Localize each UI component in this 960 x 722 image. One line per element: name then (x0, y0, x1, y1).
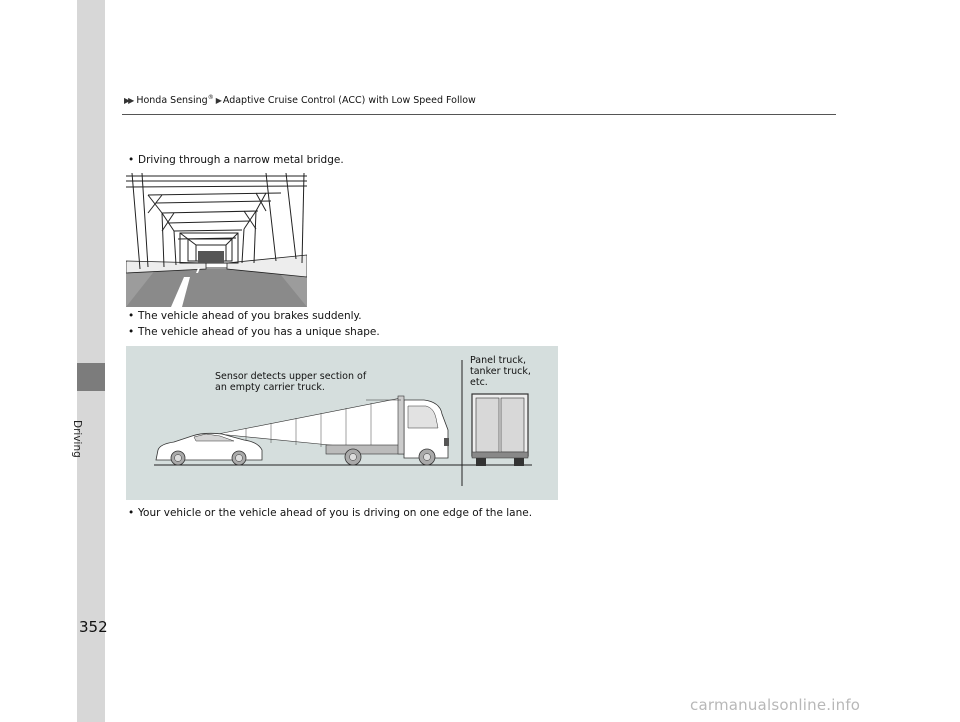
breadcrumb-part-1: Honda Sensing (136, 95, 208, 107)
header-rule (122, 114, 836, 115)
bullet-item: • Your vehicle or the vehicle ahead of you is driving on one edge of the lane. (128, 507, 533, 519)
watermark: carmanualsonline.info (690, 696, 861, 714)
breadcrumb-arrow-icon: ▶▶ (124, 96, 133, 106)
section-marker (77, 363, 105, 391)
sensor-annotation: Sensor detects upper section of an empty carrier truck. (215, 371, 367, 393)
breadcrumb (124, 94, 476, 106)
registered-mark: ® (207, 94, 214, 101)
breadcrumb-part-2: Adaptive Cruise Control (ACC) with Low Speed Follow (222, 95, 476, 107)
breadcrumb-arrow-icon: ▶ (215, 96, 220, 106)
bullet-dot-icon: • (128, 310, 135, 322)
bullet-item: • The vehicle ahead of you brakes suddenly. (128, 310, 362, 322)
bullet-item: • The vehicle ahead of you has a unique shape. (128, 326, 380, 338)
side-tab (77, 0, 105, 722)
side-tab-label: Driving (71, 420, 83, 458)
truck-annotation: Panel truck, tanker truck, etc. (470, 355, 531, 388)
bullet-dot-icon: • (128, 154, 135, 166)
bullet-dot-icon: • (128, 326, 135, 338)
page-number: 352 (79, 618, 108, 636)
bullet-dot-icon: • (128, 507, 135, 519)
bridge-illustration (126, 173, 307, 307)
bullet-item: • Driving through a narrow metal bridge. (128, 154, 344, 166)
